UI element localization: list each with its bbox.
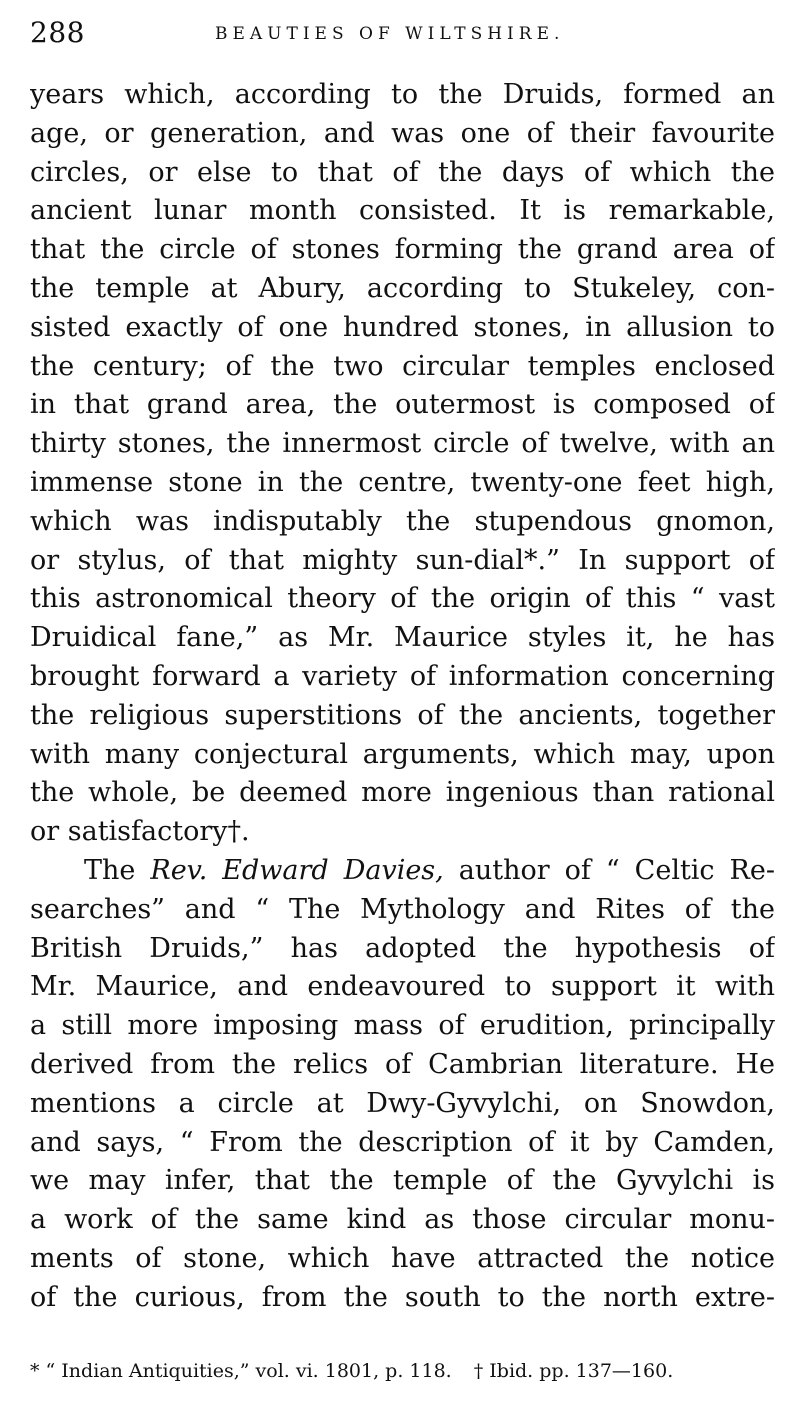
footnote-2: † Ibid. pp. 137—160.: [473, 1360, 674, 1382]
footnote-1: * “ Indian Antiquities,” vol. vi. 1801, p. 118.: [30, 1360, 452, 1382]
body-text: [30, 76, 775, 1318]
text-line: derived from the relics of Cambrian literature. He: [30, 1048, 775, 1080]
text-line: or stylus, of that mighty sun-dial*.” In support of: [30, 544, 775, 576]
text-line: ancient lunar month consisted. It is remarkable,: [30, 195, 775, 227]
text-line: circles, or else to that of the days of which the: [30, 156, 775, 188]
text-line: ments of stone, which have attracted the notice: [30, 1242, 775, 1274]
text-line: Mr. Maurice, and endeavoured to support it with: [30, 971, 775, 1003]
text-line: that the circle of stones forming the grand area of: [30, 234, 775, 266]
text-line: this astronomical theory of the origin of this “ vast: [30, 583, 775, 615]
text-line: or satisfactory†.: [30, 816, 250, 848]
text-line: brought forward a variety of information concerning: [30, 660, 775, 692]
running-head: [30, 14, 775, 54]
running-title: BEAUTIES OF WILTSHIRE.: [215, 24, 565, 44]
text-line: sisted exactly of one hundred stones, in allusion to: [30, 311, 775, 343]
paragraph-1: [30, 76, 775, 852]
text-line: [30, 852, 775, 891]
text-line: British Druids,” has adopted the hypothesis of: [30, 932, 775, 964]
footnotes: [30, 1356, 775, 1386]
text-line: and says, “ From the description of it by Camden,: [30, 1126, 775, 1158]
text-line: of the curious, from the south to the north extre-: [30, 1281, 775, 1313]
text-line: in that grand area, the outermost is composed of: [30, 389, 775, 421]
text-line: Druidical fane,” as Mr. Maurice styles it, he has: [30, 622, 775, 654]
text-line: thirty stones, the innermost circle of twelve, with an: [30, 428, 775, 460]
text-line: mentions a circle at Dwy-Gyvylchi, on Snowdon,: [30, 1087, 775, 1119]
text-line: we may infer, that the temple of the Gyvylchi is: [30, 1165, 775, 1197]
text-line: years which, according to the Druids, formed an: [30, 79, 775, 110]
page-number: 288: [30, 16, 85, 49]
text-line: the religious superstitions of the ancients, together: [30, 699, 775, 731]
text-line: the temple at Abury, according to Stukeley, con-: [30, 272, 775, 304]
text-line: immense stone in the centre, twenty-one feet high,: [30, 466, 775, 498]
text-line: which was indisputably the stupendous gnomon,: [30, 505, 775, 537]
text-line: the whole, be deemed more ingenious than rational: [30, 777, 775, 809]
text-line: with many conjectural arguments, which may, upon: [30, 738, 775, 770]
text-line: the century; of the two circular temples enclosed: [30, 350, 775, 382]
author-name: Rev. Edward Davies,: [150, 854, 444, 886]
text-line: a work of the same kind as those circular monu-: [30, 1204, 775, 1236]
text-line: age, or generation, and was one of their favourite: [30, 117, 775, 149]
text-line: a still more imposing mass of erudition, principally: [30, 1010, 775, 1042]
book-page: [30, 0, 775, 1411]
text-fragment: The: [84, 854, 151, 886]
paragraph-2: [30, 852, 775, 1318]
text-line: searches” and “ The Mythology and Rites of the: [30, 893, 775, 925]
text-fragment: author of “ Celtic Re-: [443, 854, 775, 886]
